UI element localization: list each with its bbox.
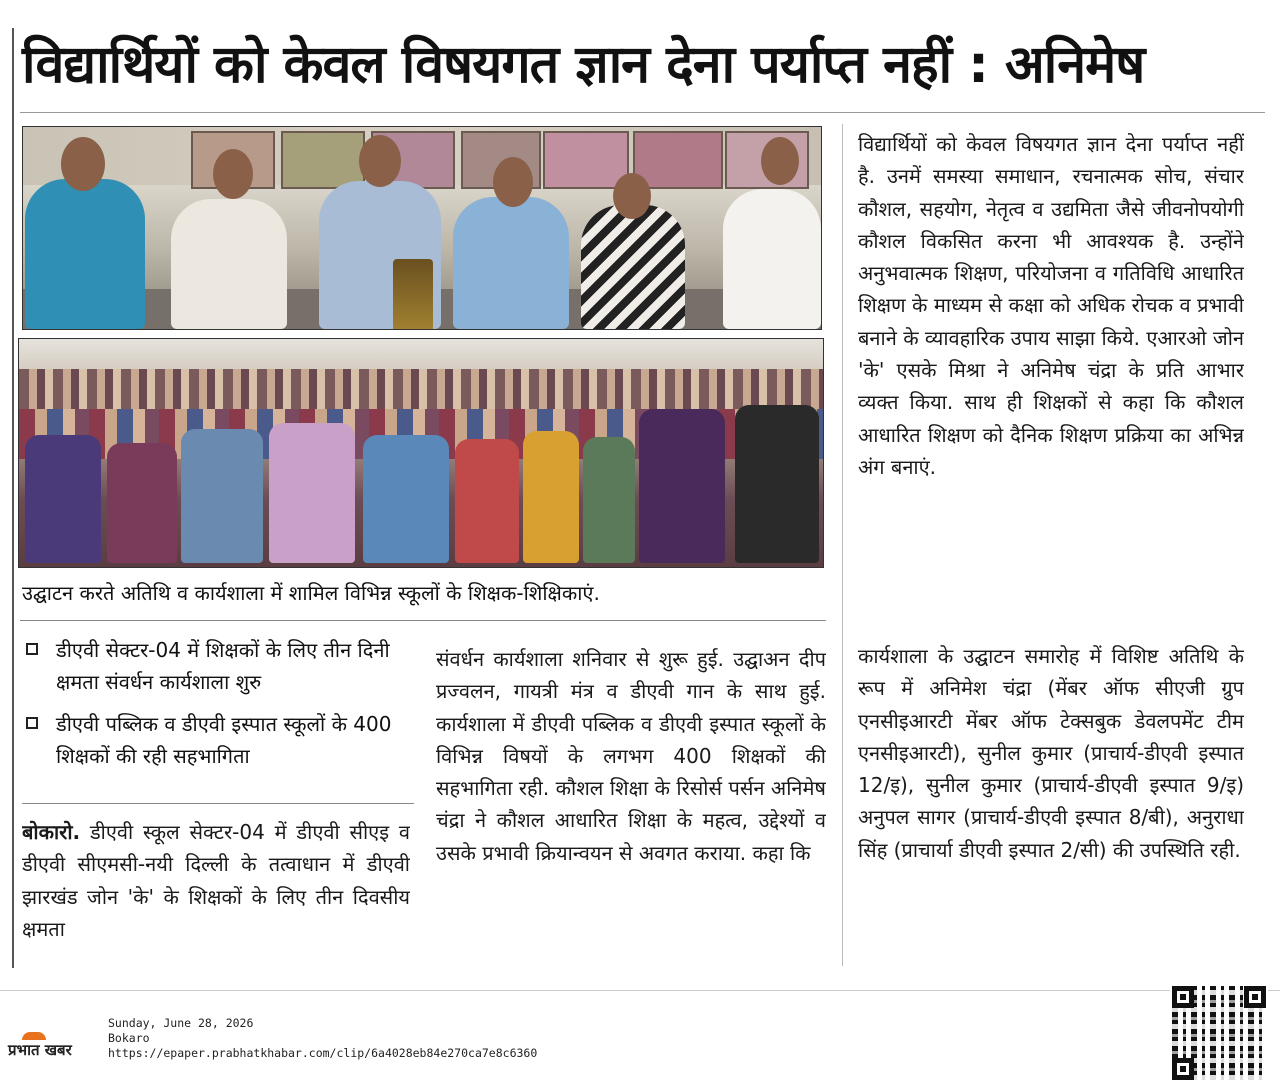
teacher-figure: [107, 443, 177, 563]
person-figure: [25, 179, 145, 329]
article-column-3: विद्यार्थियों को केवल विषयगत ज्ञान देना पर्याप्त नहीं है. उनमें समस्या समाधान, रचनात्मक सोच, संचार कौशल, सहयोग, नेतृत्व व उद्यमिता जैसे जीवनोपयोगी कौशल विकसित करना भी आवश्यक है. उन्होंने अनुभवात्मक शिक्षण, परियोजना व गतिविधि आधारित शिक्षण के माध्यम से कक्षा को अधिक रोचक व प्रभावी बनाने के व्यावहारिक उपाय साझा किये. एआरओ जोन 'के' एसके मिश्रा ने अनिमेष चंद्रा के प्रति आभार व्यक्त किया. साथ ही शिक्षकों से कहा कि कौशल आधारित शिक्षण को दैनिक शिक्षण प्रक्रिया का अभिन्न अंग बनाएं.: [858, 132, 1244, 479]
teacher-figure: [363, 435, 449, 563]
person-figure: [581, 205, 685, 329]
qr-finder: [1244, 986, 1266, 1008]
article-text: डीएवी स्कूल सेक्टर-04 में डीएवी सीएइ व डीएवी सीएमसी-नयी दिल्ली के तत्वाधान में डीएवी झारखंड जोन 'के' के शिक्षकों के लिए तीन दिवसीय क्षमता: [22, 820, 410, 941]
clip-url[interactable]: https://epaper.prabhatkhabar.com/clip/6a4028eb84e270ca7e8c6360: [108, 1046, 538, 1060]
square-bullet-icon: [26, 643, 38, 655]
photo-caption: उद्घाटन करते अतिथि व कार्यशाला में शामिल विभिन्न स्कूलों के शिक्षक-शिक्षिकाएं.: [22, 581, 600, 605]
caption-rule: [20, 620, 826, 621]
wall-banner: [543, 131, 629, 189]
person-head: [493, 157, 533, 207]
person-head: [761, 137, 799, 185]
teacher-figure: [455, 439, 519, 563]
column-rule: [12, 28, 14, 968]
article-column-1: [22, 816, 410, 966]
qr-finder: [1172, 986, 1194, 1008]
headline: विद्यार्थियों को केवल विषयगत ज्ञान देना पर्याप्त नहीं : अनिमेष: [22, 35, 1145, 95]
wall-banner: [281, 131, 365, 189]
dateline: बोकारो.: [22, 820, 81, 844]
person-head: [61, 137, 105, 191]
teacher-figure: [583, 437, 635, 563]
square-bullet-icon: [26, 717, 38, 729]
headline-rule: [20, 112, 1265, 113]
article-column-2: संवर्धन कार्यशाला शनिवार से शुरू हुई. उद्घाअन दीप प्रज्वलन, गायत्री मंत्र व डीएवी गान के साथ हुई. कार्यशाला में डीएवी पब्लिक व डीएवी इस्पात स्कूलों के विभिन्न विषयों के लगभग 400 शिक्षकों की सहभागिता रही. कौशल शिक्षा के रिसोर्स पर्सन अनिमेष चंद्रा ने कौशल आधारित शिक्षा के महत्व, उद्देश्यों व उसके प्रभावी क्रियान्वयन से अवगत कराया. कहा कि: [436, 647, 826, 865]
brand-logo: प्रभात खबर: [8, 1041, 72, 1059]
person-figure: [453, 197, 569, 329]
person-figure: [723, 189, 821, 329]
person-head: [613, 173, 651, 219]
qr-finder: [1172, 1058, 1194, 1080]
highlight-item: [22, 708, 422, 772]
highlight-text: डीएवी पब्लिक व डीएवी इस्पात स्कूलों के 400 शिक्षकों की रही सहभागिता: [56, 712, 392, 768]
highlight-text: डीएवी सेक्टर-04 में शिक्षकों के लिए तीन दिनी क्षमता संवर्धन कार्यशाला शुरु: [56, 638, 390, 694]
audience-row: [19, 369, 823, 409]
article-column-3-continued: कार्यशाला के उद्घाटन समारोह में विशिष्ट अतिथि के रूप में अनिमेश चंद्रा (मेंबर ऑफ सीएजी ग्रुप एनसीइआरटी मेंबर ऑफ टेक्सबुक डेवलपमेंट टीम एनसीइआरटी), सुनील कुमार (प्राचार्य-डीएवी इस्पात 12/इ), सुनील कुमार (प्राचार्य-डीएवी इस्पात 9/इ) अनुपल सागर (प्राचार्य-डीएवी इस्पात 8/बी), अनुराधा सिंह (प्राचार्या डीएवी इस्पात 2/सी) की उपस्थिति रही.: [858, 644, 1244, 862]
photo-inauguration: [22, 126, 822, 330]
person-head: [359, 135, 401, 187]
ceremonial-lamp: [393, 259, 433, 329]
teacher-figure: [523, 431, 579, 563]
person-head: [213, 149, 253, 199]
clip-meta: [108, 1016, 537, 1061]
teacher-figure: [25, 435, 101, 563]
photo-audience: [18, 338, 824, 568]
person-figure: [171, 199, 287, 329]
teacher-figure: [735, 405, 819, 563]
teacher-figure: [639, 409, 725, 563]
clip-edition: Bokaro: [108, 1031, 150, 1045]
highlight-item: [22, 634, 422, 698]
highlights-list: [22, 634, 422, 782]
teacher-figure: [269, 423, 355, 563]
teacher-figure: [181, 429, 263, 563]
highlights-rule: [22, 803, 414, 804]
column-rule: [842, 124, 843, 966]
clip-date: Sunday, June 28, 2026: [108, 1016, 254, 1030]
qr-code[interactable]: [1170, 984, 1268, 1082]
footer-rule: [0, 990, 1280, 991]
